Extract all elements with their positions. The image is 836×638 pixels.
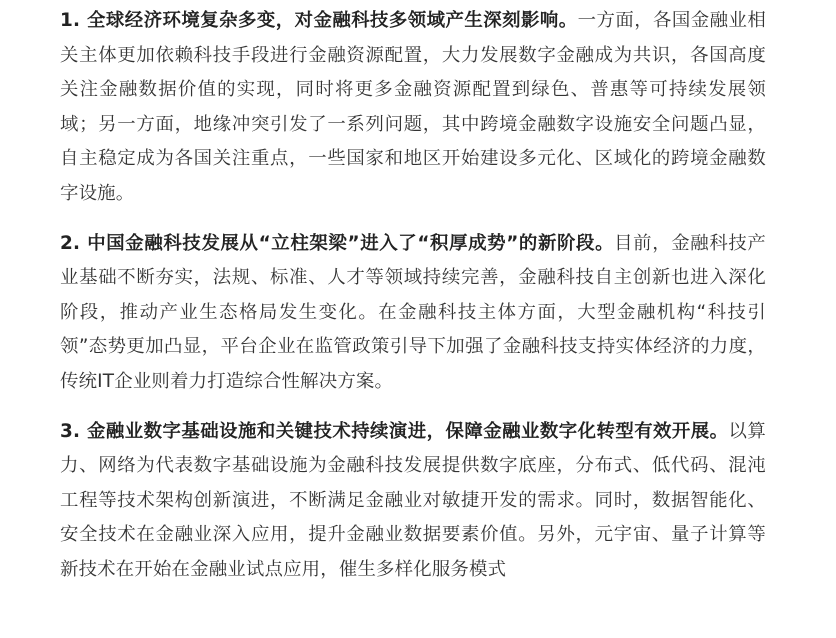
paragraph-1 xyxy=(60,4,766,212)
paragraph-3-heading: 3. 金融业数字基础设施和关键技术持续演进，保障金融业数字化转型有效开展。 xyxy=(60,420,729,442)
paragraph-3-text: 以算力、网络为代表数字基础设施为金融科技发展提供数字底座，分布式、低代码、混沌工程等技术架构创新演进，不断满足金融业对敏捷开发的需求。同时，数据智能化、安全技术在金融业深入应用，提升金融业数据要素价值。另外，元宇宙、量子计算等新技术在开始在金融业试点应用，催生多样化服务模式 xyxy=(60,420,766,580)
paragraph-1-text: 一方面，各国金融业相关主体更加依赖科技手段进行金融资源配置，大力发展数字金融成为共识，各国高度关注金融数据价值的实现，同时将更多金融资源配置到绿色、普惠等可持续发展领域；另一方面，地缘冲突引发了一系列问题，其中跨境金融数字设施安全问题凸显，自主稳定成为各国关注重点，一些国家和地区开始建设多元化、区域化的跨境金融数字设施。 xyxy=(60,10,766,204)
paragraph-3 xyxy=(60,415,766,588)
paragraph-2-heading: 2. 中国金融科技发展从“立柱架梁”进入了“积厚成势”的新阶段。 xyxy=(60,232,615,254)
paragraph-2-text: 目前，金融科技产业基础不断夯实，法规、标准、人才等领域持续完善，金融科技自主创新也进入深化阶段，推动产业生态格局发生变化。在金融科技主体方面，大型金融机构“科技引领”态势更加凸显，平台企业在监管政策引导下加强了金融科技支持实体经济的力度，传统IT企业则着力打造综合性解决方案。 xyxy=(60,232,766,392)
paragraph-2 xyxy=(60,227,766,400)
paragraph-1-heading: 1. 全球经济环境复杂多变，对金融科技多领域产生深刻影响。 xyxy=(60,10,578,31)
article-body xyxy=(60,4,766,603)
